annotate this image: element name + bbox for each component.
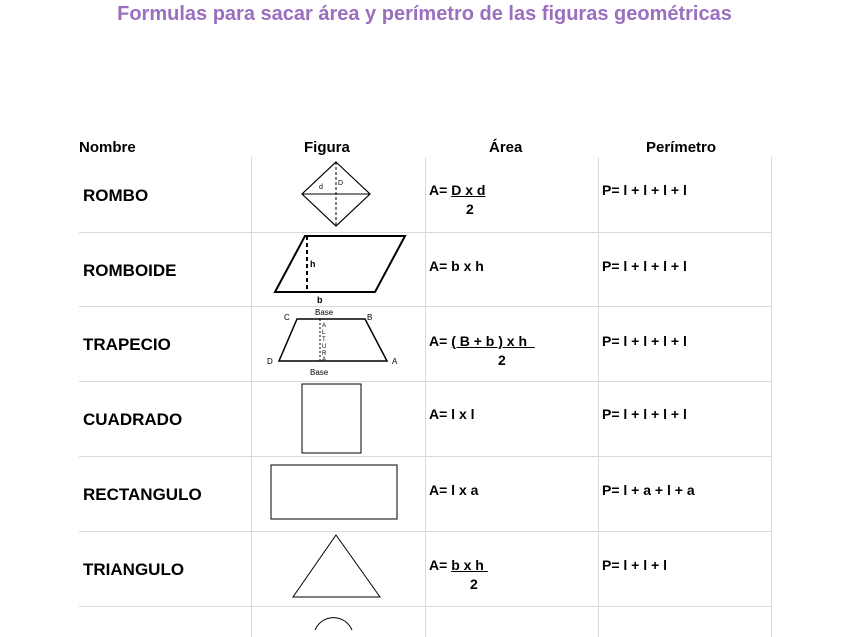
area-formula-rombo: A= D x d <box>429 182 486 198</box>
trapezoid-d-label: D <box>267 357 273 366</box>
trapezoid-altura-letter: T <box>322 337 326 343</box>
triangle-figure <box>291 533 383 599</box>
grid-line <box>79 306 771 307</box>
rhomboid-b-label: b <box>317 295 323 305</box>
row-name-triangulo: TRIANGULO <box>83 560 185 579</box>
grid-line <box>251 157 252 637</box>
square-figure <box>300 383 364 455</box>
circle-figure-partial <box>312 620 356 630</box>
area-formula-rectangulo: A= l x a <box>429 482 479 498</box>
area-denominator-triangulo: 2 <box>470 576 478 592</box>
trapezoid-bottom-base-label: Base <box>310 368 329 377</box>
perimeter-formula-trapecio: P= l + l + l + l <box>602 333 687 349</box>
trapezoid-figure <box>262 306 407 378</box>
area-denominator-trapecio: 2 <box>498 352 506 368</box>
rhombus-figure <box>300 160 380 230</box>
grid-line <box>79 531 771 532</box>
trapezoid-altura-letter: A <box>322 323 327 329</box>
perimeter-formula-triangulo: P= l + l + l <box>602 557 667 573</box>
area-formula-trapecio: A= ( B + b ) x h <box>429 333 528 349</box>
grid-line <box>79 381 771 382</box>
header-name: Nombre <box>79 139 136 156</box>
area-formula-triangulo: A= b x h <box>429 557 484 573</box>
rhombus-D-label: D <box>338 180 344 187</box>
area-denominator-rombo: 2 <box>466 201 474 217</box>
area-formula-romboide: A= b x h <box>429 258 484 274</box>
grid-line <box>425 157 426 637</box>
row-name-romboide: ROMBOIDE <box>83 261 177 280</box>
trapezoid-altura-letter: A <box>322 357 327 363</box>
rectangle-figure <box>270 463 400 523</box>
header-area: Área <box>489 139 523 156</box>
perimeter-formula-romboide: P= l + l + l + l <box>602 258 687 274</box>
page-title: Formulas para sacar área y perímetro de las figuras geométricas <box>117 3 732 25</box>
row-name-cuadrado: CUADRADO <box>83 410 183 429</box>
row-name-rectangulo: RECTANGULO <box>83 485 202 504</box>
grid-line <box>771 157 772 637</box>
rhombus-d-label: d <box>319 184 323 191</box>
perimeter-formula-cuadrado: P= l + l + l + l <box>602 406 687 422</box>
rhomboid-h-label: h <box>310 259 316 269</box>
rhomboid-figure <box>270 234 410 306</box>
trapezoid-c-label: C <box>284 313 290 322</box>
trapezoid-b-label: B <box>367 313 373 322</box>
grid-line <box>79 606 771 607</box>
trapezoid-altura-letter: L <box>322 330 326 336</box>
area-formula-cuadrado: A= l x l <box>429 406 475 422</box>
grid-line <box>79 456 771 457</box>
grid-line <box>79 232 771 233</box>
header-perimeter: Perímetro <box>646 139 717 156</box>
trapezoid-altura-letter: R <box>322 351 327 357</box>
trapezoid-a-label: A <box>392 357 398 366</box>
perimeter-formula-rombo: P= l + l + l + l <box>602 182 687 198</box>
header-figure: Figura <box>304 139 350 156</box>
trapezoid-altura-letter: U <box>322 344 327 350</box>
perimeter-formula-rectangulo: P= l + a + l + a <box>602 482 695 498</box>
grid-line <box>598 157 599 637</box>
row-name-rombo: ROMBO <box>83 186 149 205</box>
trapezoid-top-base-label: Base <box>315 308 334 317</box>
row-name-trapecio: TRAPECIO <box>83 335 171 354</box>
